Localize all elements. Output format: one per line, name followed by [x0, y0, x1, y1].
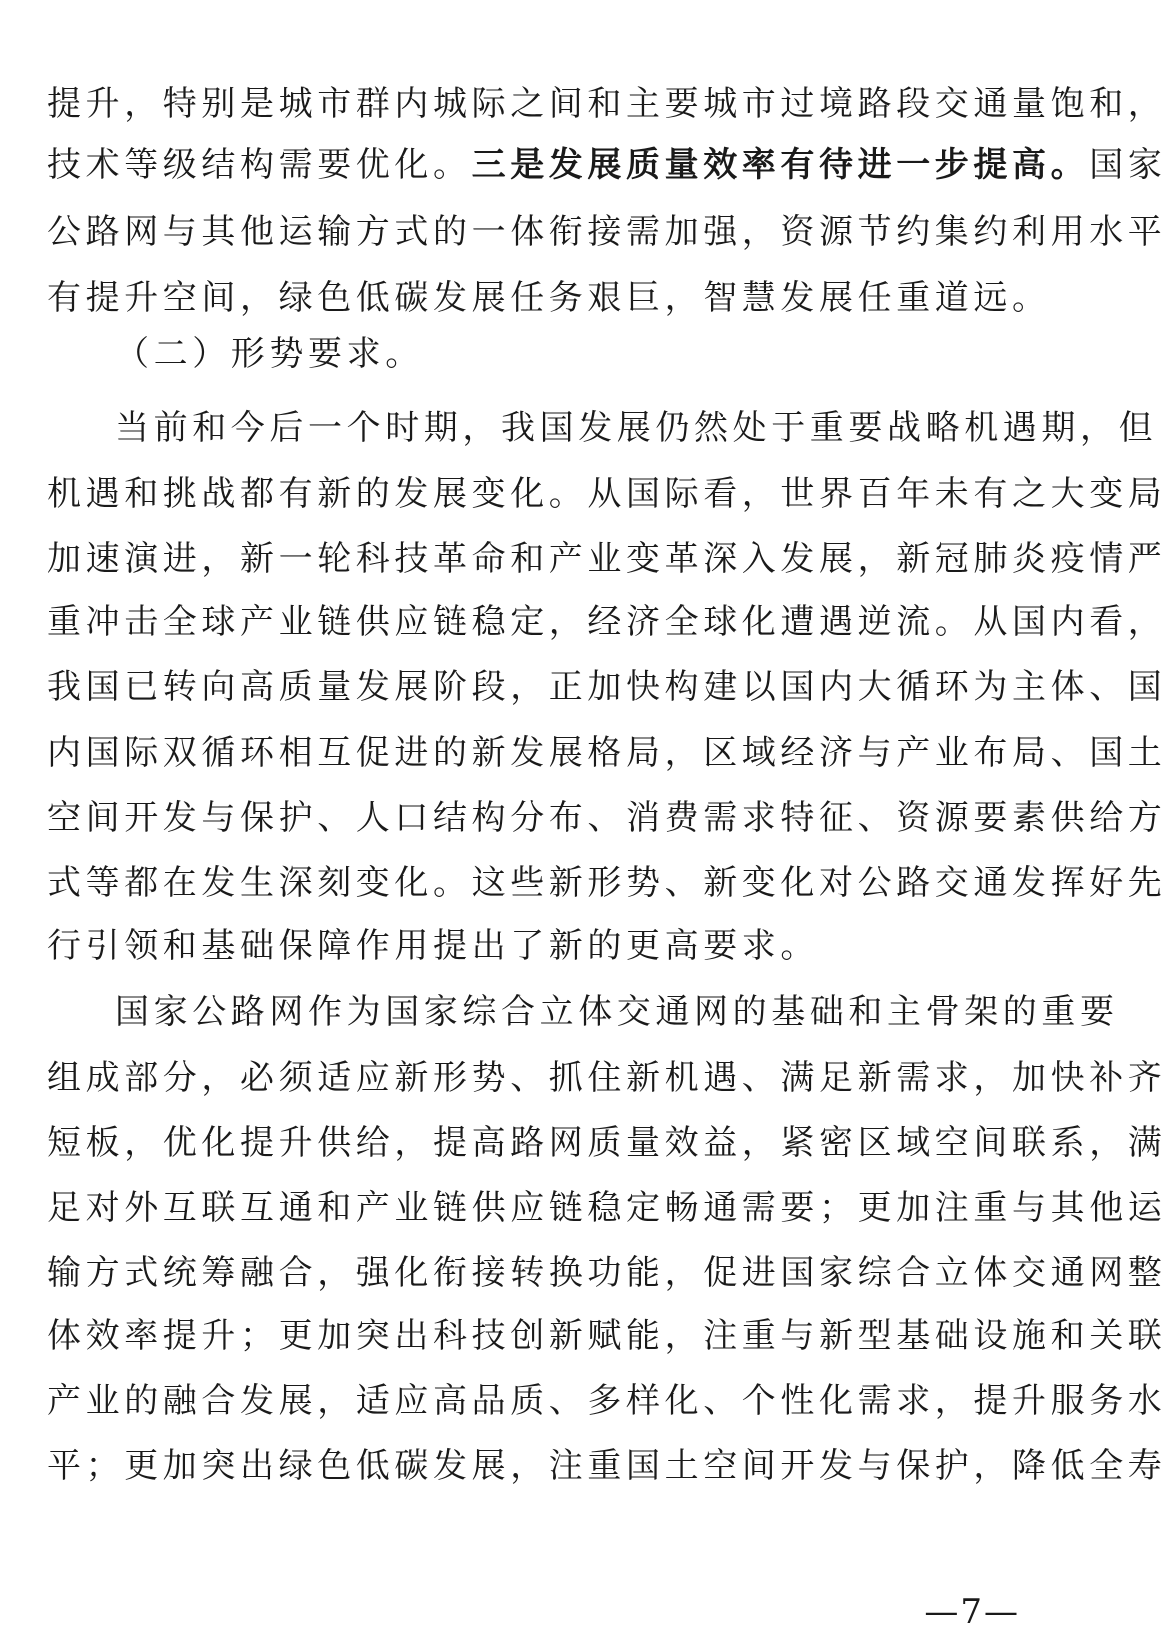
text-line: 短板，优化提升供给，提高路网质量效益，紧密区域空间联系，满: [47, 1123, 1166, 1163]
text-line: 输方式统筹融合，强化衔接转换功能，促进国家综合立体交通网整: [47, 1253, 1166, 1293]
text-line: 加速演进，新一轮科技革命和产业变革深入发展，新冠肺炎疫情严: [47, 539, 1166, 579]
text-run: 技术等级结构需要优化。: [47, 145, 472, 185]
text-line: 组成部分，必须适应新形势、抓住新机遇、满足新需求，加快补齐: [47, 1058, 1166, 1098]
text-line: 产业的融合发展，适应高品质、多样化、个性化需求，提升服务水: [47, 1381, 1166, 1421]
page-number: —7—: [924, 1592, 1020, 1632]
text-line: 国家公路网作为国家综合立体交通网的基础和主骨架的重要: [115, 992, 1119, 1032]
text-line: 空间开发与保护、人口结构分布、消费需求特征、资源要素供给方: [47, 798, 1166, 838]
text-line: 行引领和基础保障作用提出了新的更高要求。: [47, 926, 819, 966]
text-line: [47, 131, 1166, 199]
text-line: 提升，特别是城市群内城际之间和主要城市过境路段交通量饱和，: [47, 84, 1166, 124]
text-line: 式等都在发生深刻变化。这些新形势、新变化对公路交通发挥好先: [47, 863, 1166, 903]
text-line: 重冲击全球产业链供应链稳定，经济全球化遭遇逆流。从国内看，: [47, 602, 1166, 642]
bold-text-run: 三是发展质量效率有待进一步提高。: [471, 145, 1090, 185]
text-line: 内国际双循环相互促进的新发展格局，区域经济与产业布局、国土: [47, 733, 1166, 773]
text-line: 当前和今后一个时期，我国发展仍然处于重要战略机遇期，但: [115, 408, 1158, 448]
text-line: 足对外互联互通和产业链供应链稳定畅通需要；更加注重与其他运: [47, 1188, 1166, 1228]
text-line: 体效率提升；更加突出科技创新赋能，注重与新型基础设施和关联: [47, 1316, 1166, 1356]
text-line: 我国已转向高质量发展阶段，正加快构建以国内大循环为主体、国: [47, 667, 1166, 707]
text-run: 国家: [1089, 145, 1166, 185]
text-line: 机遇和挑战都有新的发展变化。从国际看，世界百年未有之大变局: [47, 474, 1166, 514]
text-line: 有提升空间，绿色低碳发展任务艰巨，智慧发展任重道远。: [47, 278, 1051, 318]
section-heading: （二）形势要求。: [115, 334, 424, 374]
text-line: 平；更加突出绿色低碳发展，注重国土空间开发与保护，降低全寿: [47, 1446, 1166, 1486]
text-line: 公路网与其他运输方式的一体衔接需加强，资源节约集约利用水平: [47, 212, 1166, 252]
